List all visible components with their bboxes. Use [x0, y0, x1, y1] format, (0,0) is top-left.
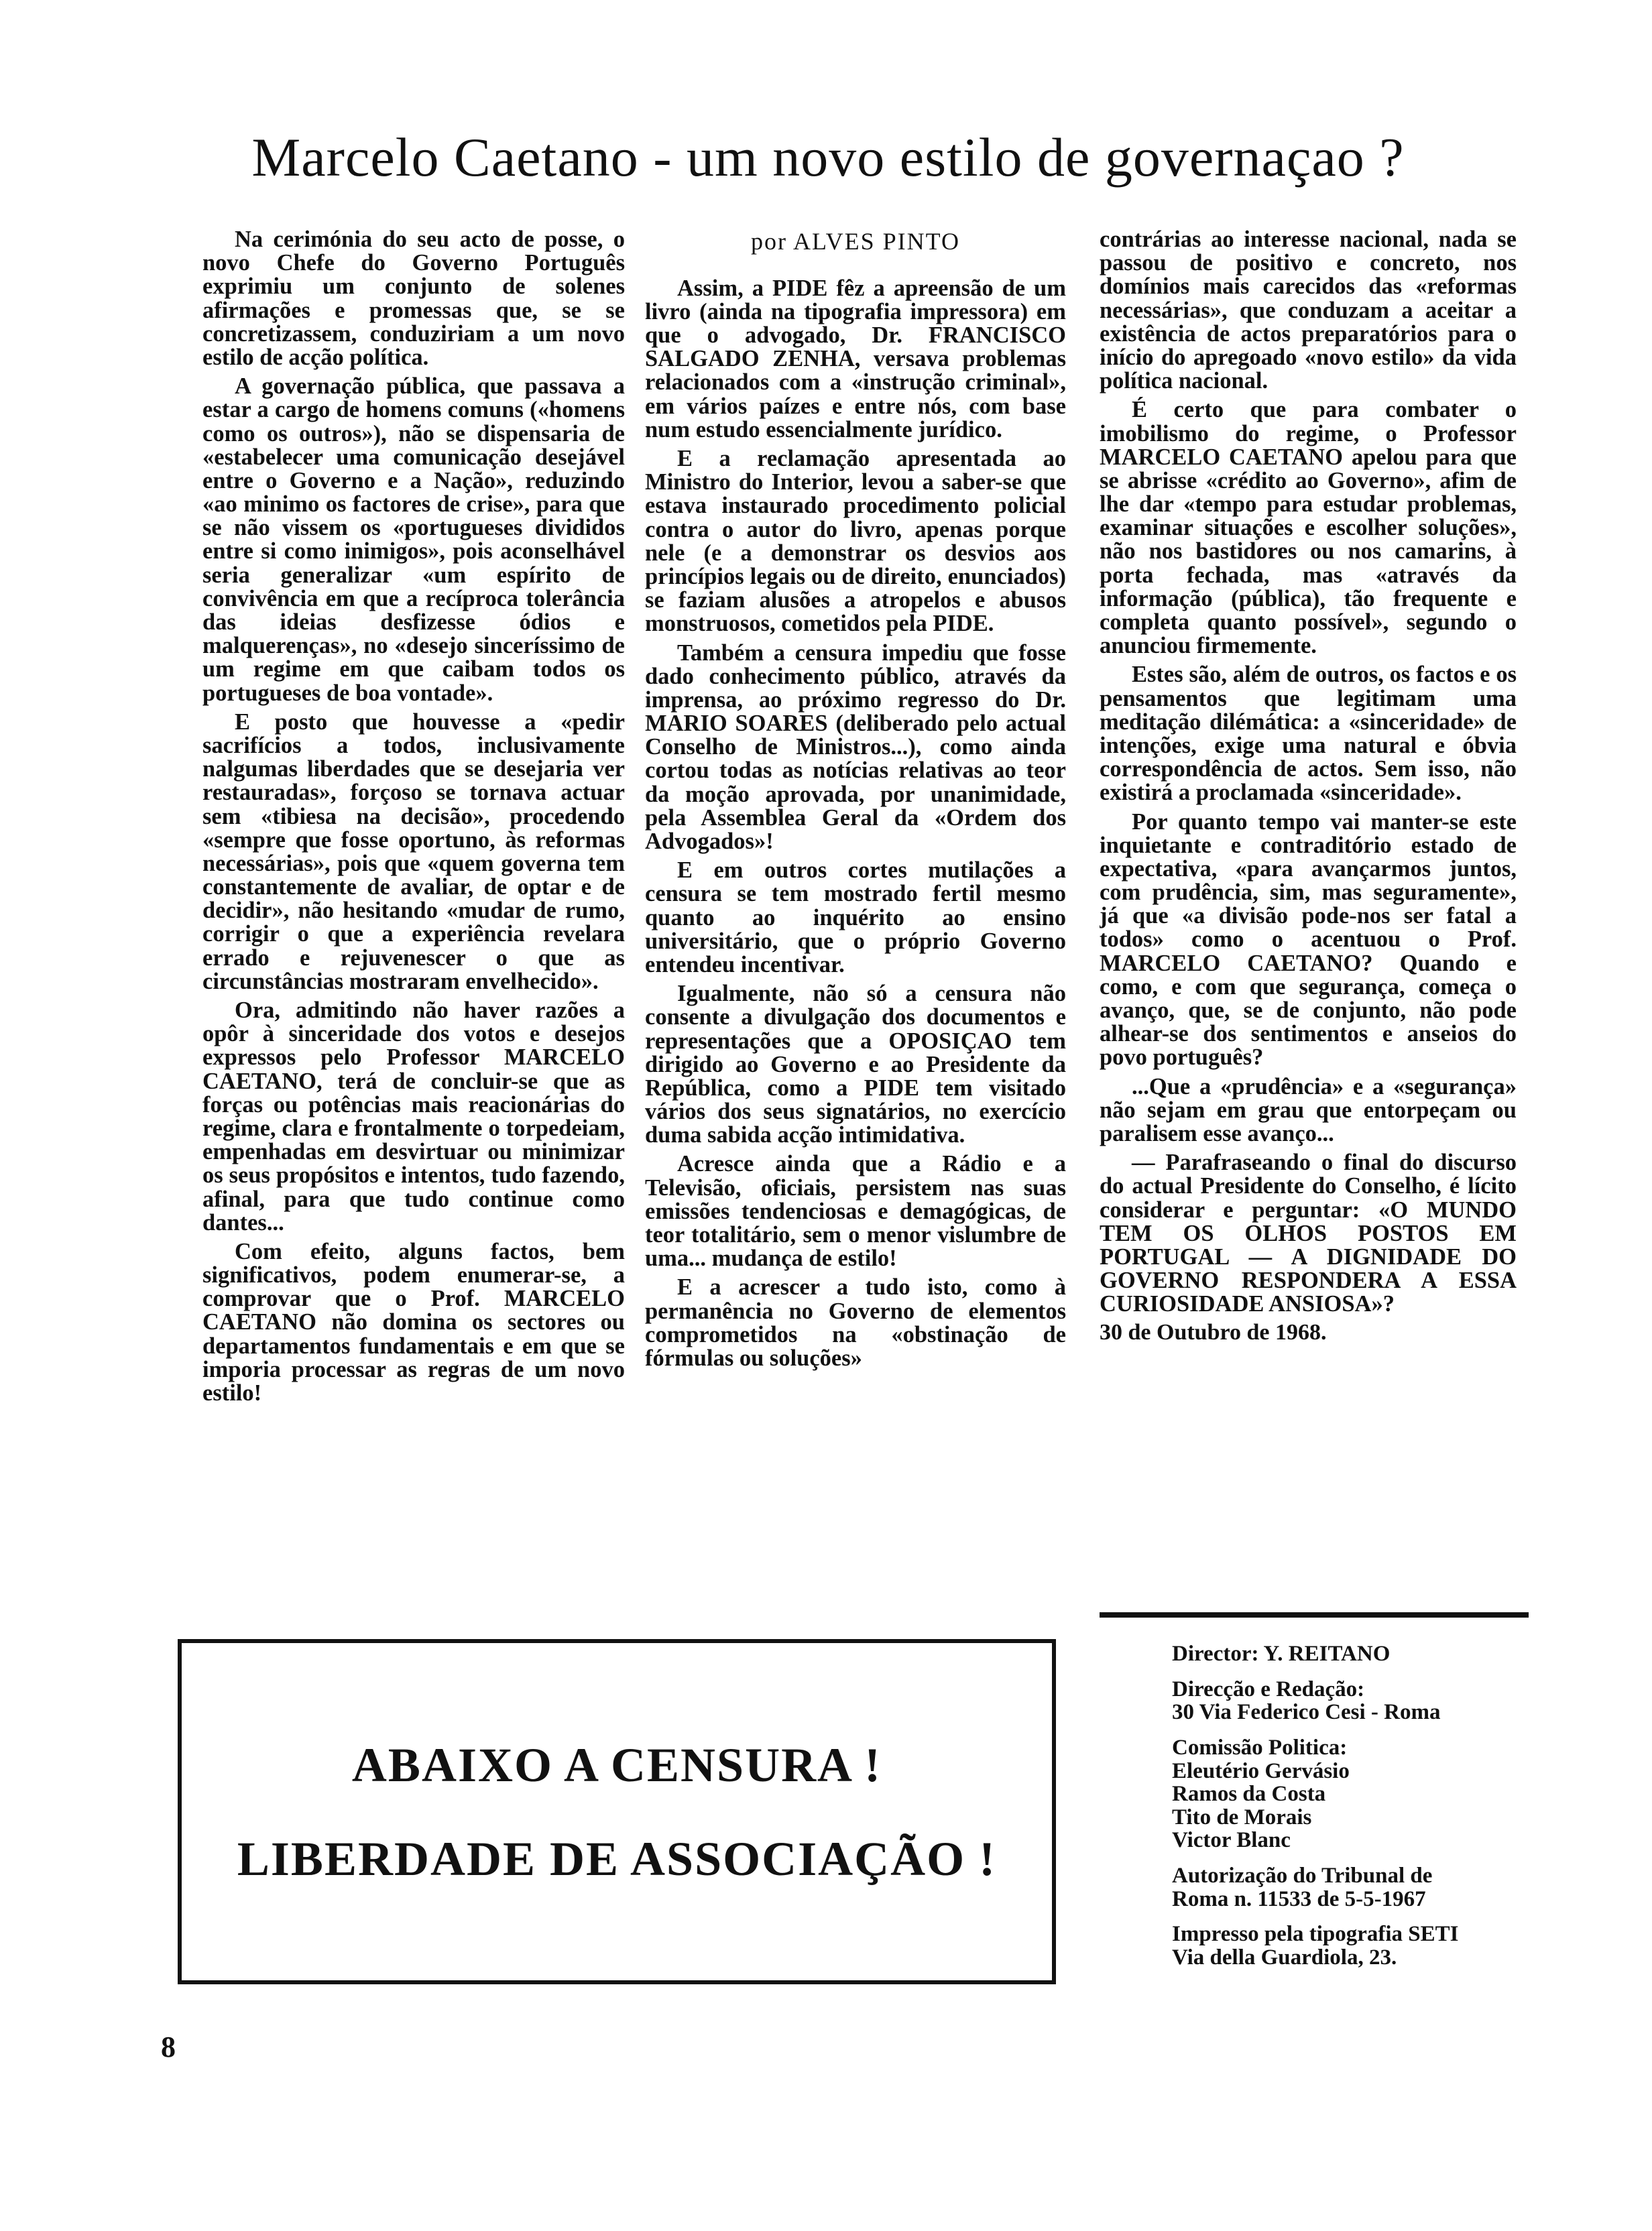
- article-title: Marcelo Caetano - um novo estilo de governaçao ?: [251, 127, 1405, 188]
- slogan-association: LIBERDADE DE ASSOCIAÇÃO !: [237, 1831, 997, 1886]
- paragraph: Acresce ainda que a Rádio e a Televisão, oficiais, persistem nas suas emissões tendenciosas e demagógicas, de teor totalitário, sem o menor vislumbre de uma... mudança de estilo!: [645, 1151, 1066, 1272]
- paragraph: A governação pública, que passava a estar a cargo de homens comuns («homens como os outros»), não se dispensaria de «estabelecer uma comunicação desejável entre o Governo e a Nação», reduzindo «ao minimo os factores de crise», para que se não vissem os «portugueses divididos entre si como inimigos», pois aconselhável seria generalizar «um espírito de convivência em que a recíproca tolerância das ideias desfizesse ódios e malquerenças», no «desejo sinceríssimo de um regime em que caibam todos os portugueses de boa vontade».: [202, 373, 625, 706]
- paragraph: E posto que houvesse a «pedir sacrifícios a todos, inclusivamente nalgumas liberdades que se desejaria ver restauradas», forçoso se tornava actuar sem «tibiesa na decisão», procedendo «sempre que fosse oportuno, às reformas necessárias», pois que «quem governa tem constantemente de avaliar, de optar e de decidir», não hesitando «mudar de rumo, corrigir o que a experiência revelara errado e rejuvenescer o que as circunstâncias mostraram envelhecido».: [202, 709, 625, 994]
- article-date: 30 de Outubro de 1968.: [1100, 1320, 1327, 1345]
- masthead-direction-label: Direcção e Redação:: [1172, 1677, 1365, 1701]
- masthead-member: Victor Blanc: [1172, 1828, 1291, 1853]
- masthead-authorization: Roma n. 11533 de 5-5-1967: [1172, 1886, 1426, 1911]
- paragraph: E a acrescer a tudo isto, como à permanência no Governo de elementos comprometidos na «obstinação de fórmulas ou soluções»: [645, 1274, 1066, 1371]
- slogan-box: [178, 1639, 1056, 1984]
- paragraph: Na cerimónia do seu acto de posse, o novo Chefe do Governo Português exprimiu um conjunto de solenes afirmações e promessas que, se se concretizassem, conduziriam a um novo estilo de acção política.: [202, 228, 625, 370]
- paragraph: Ora, admitindo não haver razões a opôr à sinceridade dos votos e desejos expressos pelo Professor MARCELO CAETANO, terá de concluir-se que as forças ou potências mais reacionárias do regime, clara e frontalmente o torpedeiam, empenhadas em desvirtuar ou minimizar os seus propósitos e intentos, tudo fazendo, afinal, para que tudo continue como dantes...: [202, 998, 625, 1235]
- paragraph: Estes são, além de outros, os factos e os pensamentos que legitimam uma meditação dilémática: a «sinceridade» de intenções, exige uma natural e óbvia correspondência de actos. Sem isso, não existirá a proclamada «sinceridade».: [1100, 662, 1517, 806]
- paragraph: Com efeito, alguns factos, bem significativos, podem enumerar-se, a comprovar que o Prof. MARCELO CAETANO não domina os sectores ou departamentos fundamentais e em que se imporia processar as regras de um novo estilo!: [202, 1238, 625, 1406]
- masthead-commission-label: Comissão Politica:: [1172, 1735, 1348, 1760]
- paragraph: contrárias ao interesse nacional, nada se passou de positivo e concreto, nos domínios mais carecidos das «reformas necessárias», que conduzam a aceitar a existência de actos preparatórios para o início do apregoado «novo estilo» da vida política nacional.: [1100, 228, 1517, 394]
- paragraph: Por quanto tempo vai manter-se este inquietante e contraditório estado de expectativa, «para avançarmos juntos, com prudência, sim, mas seguramente», já que «a divisão pode-nos ser fatal a todos» como o acentuou o Prof. MARCELO CAETANO? Quando e como, e com que segurança, começa o avanço, que, se de conjunto, não pode alhear-se dos sentimentos e anseios do povo português?: [1100, 808, 1517, 1071]
- masthead: [1172, 1642, 1534, 1982]
- masthead-director: Director: Y. REITANO: [1172, 1642, 1391, 1666]
- article-column-2: [645, 228, 1066, 1595]
- masthead-printer: Impresso pela tipografia SETI: [1172, 1922, 1459, 1947]
- paragraph: Também a censura impediu que fosse dado conhecimento público, através da imprensa, ao próximo regresso do Dr. MARIO SOARES (deliberado pelo actual Conselho de Ministros...), como ainda cortou todas as notícias relativas ao teor da moção aprovada, por unanimidade, pela Assemblea Geral da «Ordem dos Advogados»!: [645, 640, 1066, 855]
- article-column-3: [1100, 228, 1517, 1595]
- paragraph: Assim, a PIDE fêz a apreensão de um livro (ainda na tipografia impressora) em que o advogado, Dr. FRANCISCO SALGADO ZENHA, versava problemas relacionados com a «instrução criminal», em vários paízes e entre nós, com base num estudo essencialmente jurídico.: [645, 275, 1066, 442]
- masthead-member: Ramos da Costa: [1172, 1782, 1326, 1807]
- paragraph: — Parafraseando o final do discurso do actual Presidente do Conselho, é lícito considerar e perguntar: «O MUNDO TEM OS OLHOS POSTOS EM PORTUGAL — A DIGNIDADE DO GOVERNO RESPONDERA A ESSA CURIOSIDADE ANSIOSA»?: [1100, 1150, 1517, 1317]
- paragraph: É certo que para combater o imobilismo do regime, o Professor MARCELO CAETANO apelou para que se abrisse «crédito ao Governo», afim de lhe dar «tempo para estudar problemas, examinar situações e escolher soluções», não nos bastidores ou nos camarins, à porta fechada, mas «através da informação (pública), tão frequente e completa quanto possível», segundo o anunciou firmemente.: [1100, 397, 1517, 659]
- paragraph: ...Que a «prudência» e a «segurança» não sejam em grau que entorpeçam ou paralisem esse avanço...: [1100, 1073, 1517, 1146]
- masthead-divider: [1100, 1612, 1529, 1618]
- masthead-printer-address: Via della Guardiola, 23.: [1172, 1945, 1397, 1970]
- paragraph: Igualmente, não só a censura não consente a divulgação dos documentos e representações que a OPOSIÇAO tem dirigido ao Governo e ao Presidente da República, como a PIDE tem visitado vários dos seus signatários, no exercício duma sabida acção intimidativa.: [645, 981, 1066, 1148]
- masthead-member: Eleutério Gervásio: [1172, 1758, 1350, 1783]
- article-column-1: [202, 228, 625, 1595]
- slogan-censorship: ABAIXO A CENSURA !: [351, 1738, 882, 1792]
- paragraph: E a reclamação apresentada ao Ministro do Interior, levou a saber-se que estava instaurado procedimento policial contra o autor do livro, apenas porque nele (e a demonstrar os desvios aos princípios legais ou de direito, enunciados) se faziam alusões a atropelos e abusos monstruosos, cometidos pela PIDE.: [645, 446, 1066, 637]
- masthead-member: Tito de Morais: [1172, 1805, 1312, 1829]
- masthead-authorization: Autorização do Tribunal de: [1172, 1864, 1433, 1888]
- page-number: 8: [161, 2031, 176, 2063]
- byline: por ALVES PINTO: [750, 228, 961, 255]
- paragraph: E em outros cortes mutilações a censura se tem mostrado fertil mesmo quanto ao inquérito ao ensino universitário, que o próprio Governo entendeu incentivar.: [645, 857, 1066, 977]
- masthead-address: 30 Via Federico Cesi - Roma: [1172, 1700, 1441, 1725]
